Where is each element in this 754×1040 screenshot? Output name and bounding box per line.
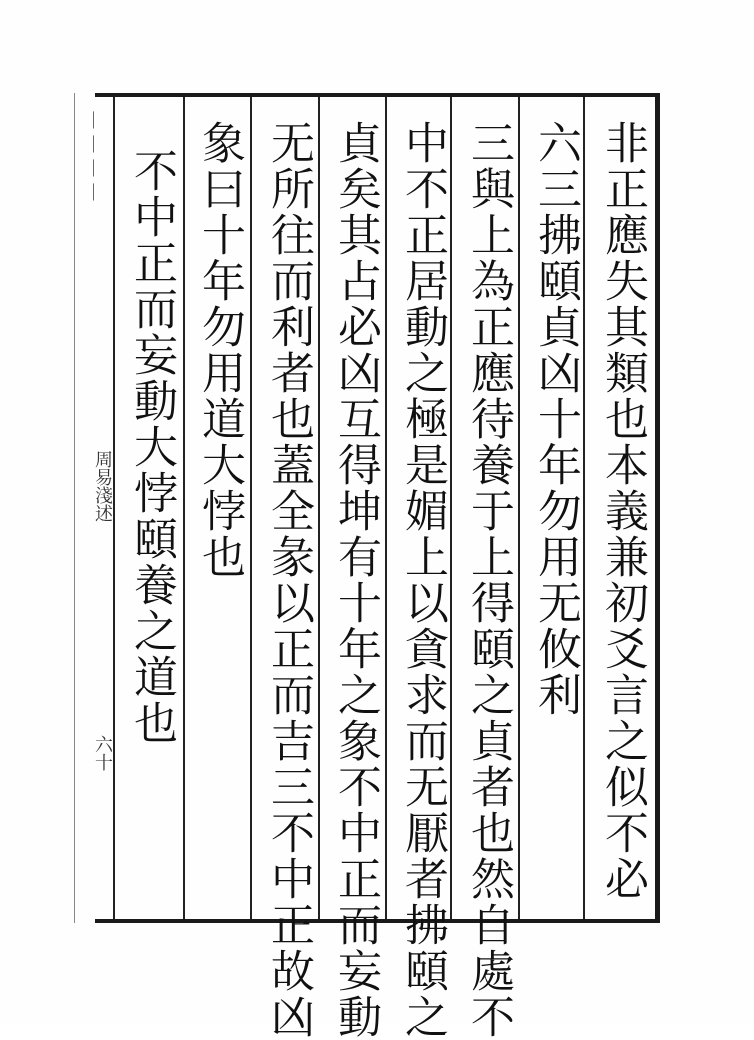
- edge-title: 周易淺述: [92, 450, 113, 522]
- edge-page-number: 六十: [92, 735, 113, 771]
- column-rule: [113, 97, 115, 919]
- text-column-8: 不中正而妄動大悖頤養之道也: [126, 148, 177, 746]
- text-column-6: 无所往而利者也蓋全彖以正而吉三不中正故凶: [263, 120, 314, 1040]
- text-column-2: 六三拂頤貞凶十年勿用无攸利: [530, 120, 581, 718]
- column-rule: [183, 97, 185, 919]
- column-rule: [518, 97, 520, 919]
- edge-decoration: ︱︱︱︱: [80, 110, 104, 206]
- column-rule: [318, 97, 320, 919]
- text-column-1: 非正應失其類也本義兼初爻言之似不必: [597, 120, 648, 902]
- text-column-4: 中不正居動之極是媚上以貪求而无厭者拂頤之: [397, 120, 448, 1040]
- text-column-3: 三與上為正應待養于上得頤之貞者也然自處不: [463, 120, 514, 1040]
- text-column-7: 象曰十年勿用道大悖也: [194, 120, 245, 580]
- column-rule: [385, 97, 387, 919]
- column-rule: [250, 97, 252, 919]
- text-column-5: 貞矣其占必凶互得坤有十年之象不中正而妄動: [330, 120, 381, 1040]
